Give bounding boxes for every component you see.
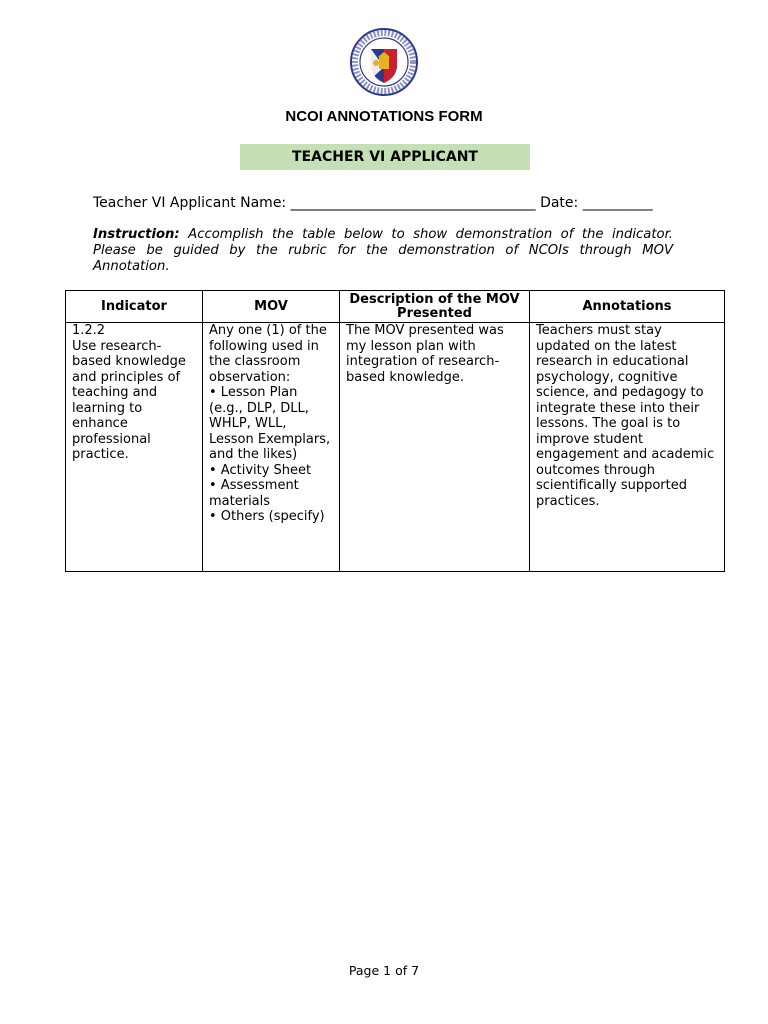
annotations-table [65,290,725,572]
page-number: Page 1 of 7 [348,963,420,978]
mov-intro: Any one (1) of the following used in the classroom observation: [209,323,327,385]
applicant-name-line [93,195,674,211]
description-cell [340,323,530,572]
instruction-paragraph [93,227,673,274]
deped-seal-logo [349,27,419,97]
annotation-cell [530,323,725,572]
instruction-text: Accomplish the table below to show demonstration of the indicator. Please be guided by the rubric for the demonstration of NCOIs through MOV Annotation. [93,227,673,274]
indicator-text: Use research-based knowledge and principles of teaching and learning to enhance professional practice. [72,338,186,462]
date-label: Date: __________ [540,195,653,211]
form-title: NCOI ANNOTATIONS FORM [285,108,483,125]
annotation-text: Teachers must stay updated on the latest research in educational psychology, cognitive science, and pedagogy to integrate these into their lessons. The goal is to improve student engagement and academic outcomes through scientifically supported practices. [536,323,715,509]
role-banner: TEACHER VI APPLICANT [240,144,530,170]
mov-item: • Lesson Plan (e.g., DLP, DLL, WHLP, WLL, Lesson Exemplars, and the likes) [209,385,331,462]
mov-cell [203,323,340,572]
mov-item: • Activity Sheet [209,462,312,478]
applicant-name-label: Teacher VI Applicant Name: ___________________________________ [93,195,536,211]
description-text: The MOV presented was my lesson plan with integration of research-based knowledge. [346,323,504,385]
table-row [66,323,725,572]
header-annotations: Annotations [530,291,725,323]
header-mov: MOV [203,291,340,323]
indicator-cell [66,323,203,572]
indicator-code: 1.2.2 [72,323,106,338]
mov-item: • Others (specify) [209,509,325,524]
header-indicator: Indicator [66,291,203,323]
table-header-row [66,291,725,323]
header-description: Description of the MOV Presented [340,291,530,323]
mov-item: • Assessment materials [209,478,299,509]
instruction-label: Instruction: [93,227,180,242]
